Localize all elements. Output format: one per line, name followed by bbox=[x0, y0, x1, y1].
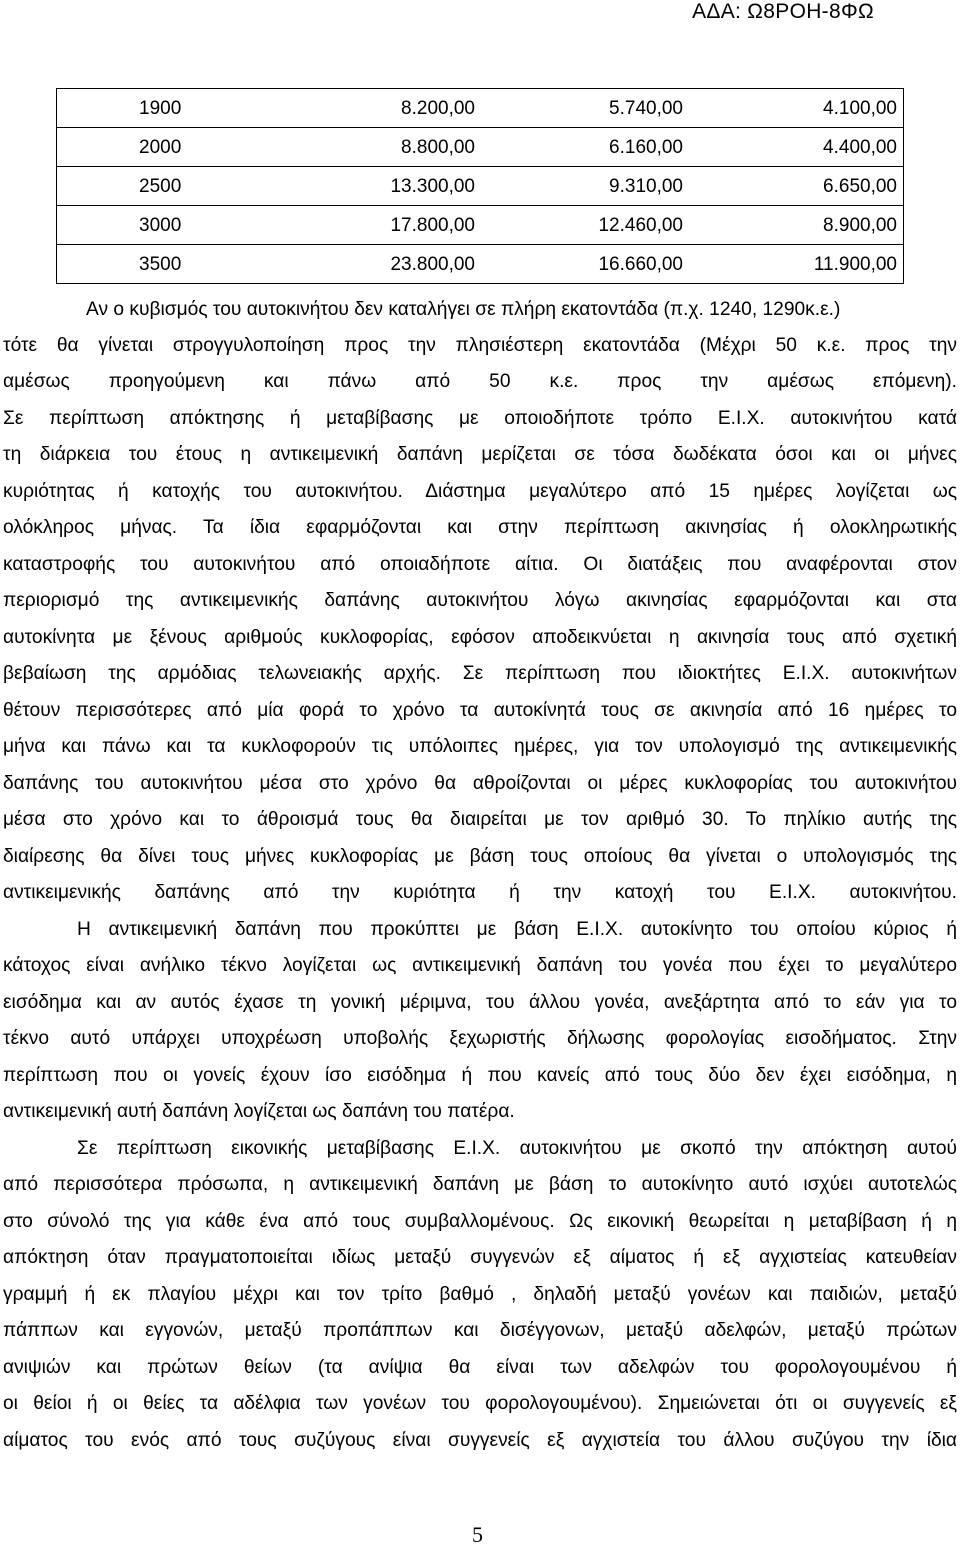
table-cell bbox=[57, 245, 904, 284]
text-line: Αν ο κυβισμός του αυτοκινήτου δεν καταλήγει σε πλήρη εκατοντάδα (π.χ. 1240, 1290κ.ε.) bbox=[86, 299, 841, 320]
text-line: Η αντικειμενική δαπάνη που προκύπτει με βάση Ε.Ι.Χ. αυτοκίνητο του οποίου κύριος ή bbox=[77, 919, 957, 940]
cost-table bbox=[56, 88, 904, 284]
table-cell-value: 16.660,00 bbox=[598, 254, 683, 275]
text-line: Σε περίπτωση απόκτησης ή μεταβίβασης με οποιοδήποτε τρόπο Ε.Ι.Χ. αυτοκινήτου κατά bbox=[3, 408, 957, 429]
text-line: περιορισμό της αντικειμενικής δαπάνης αυτοκινήτου λόγω ακινησίας εφαρμόζονται και στα bbox=[3, 590, 957, 611]
table-cell-value: 5.740,00 bbox=[609, 98, 683, 119]
table-cell bbox=[57, 167, 904, 206]
text-line: δαπάνης του αυτοκινήτου μέσα στο χρόνο θα αθροίζονται οι μέρες κυκλοφορίας του αυτοκινήτου bbox=[3, 773, 957, 794]
text-line: στο σύνολό της για κάθε ένα από τους συμβαλλομένους. Ως εικονική θεωρείται η μεταβίβαση ή η bbox=[3, 1211, 957, 1232]
text-line: αίματος του ενός από τους συζύγους είναι συγγενείς εξ αγχιστεία του άλλου συζύγου την ίδια bbox=[3, 1430, 957, 1451]
table-cell-value: 9.310,00 bbox=[609, 176, 683, 197]
text-line: αντικειμενικής δαπάνης από την κυριότητα ή την κατοχή του Ε.Ι.Χ. αυτοκινήτου. bbox=[3, 882, 957, 903]
text-line: πάππων και εγγονών, μεταξύ προπάππων και δισέγγονων, μεταξύ αδελφών, μεταξύ πρώτων bbox=[3, 1320, 957, 1341]
text-line: μήνα και πάνω και τα κυκλοφορούν τις υπόλοιπες ημέρες, για τον υπολογισμό της αντικειμενικής bbox=[3, 736, 957, 757]
table-cell bbox=[57, 89, 904, 128]
table-cell bbox=[57, 206, 904, 245]
table-cell-value: 8.900,00 bbox=[823, 215, 897, 236]
table-cell-value: 6.160,00 bbox=[609, 137, 683, 158]
text-line: αμέσως προηγούμενη και πάνω από 50 κ.ε. προς την αμέσως επόμενη). bbox=[3, 371, 957, 392]
text-line: Σε περίπτωση εικονικής μεταβίβασης Ε.Ι.Χ. αυτοκινήτου με σκοπό την απόκτηση αυτού bbox=[77, 1138, 957, 1159]
table-row bbox=[57, 245, 904, 284]
text-line: τη διάρκεια του έτους η αντικειμενική δαπάνη μερίζεται σε τόσα δωδέκατα όσοι και οι μήνες bbox=[3, 444, 957, 465]
table-row bbox=[57, 89, 904, 128]
text-line: οι θείοι ή οι θείες τα αδέλφια των γονέων του φορολογουμένου). Σημειώνεται ότι οι συγγενείς εξ bbox=[3, 1393, 957, 1414]
document-id: ΑΔΑ: Ω8ΡΟΗ-8ΦΩ bbox=[692, 0, 874, 23]
text-line: τότε θα γίνεται στρογγυλοποίηση προς την πλησιέστερη εκατοντάδα (Μέχρι 50 κ.ε. προς την bbox=[3, 335, 957, 356]
text-line: γραμμή ή εκ πλαγίου μέχρι και τον τρίτο βαθμό , δηλαδή μεταξύ γονέων και παιδιών, μεταξύ bbox=[3, 1284, 957, 1305]
table-cell bbox=[57, 128, 904, 167]
table-row bbox=[57, 128, 904, 167]
text-line: ολόκληρος μήνας. Τα ίδια εφαρμόζονται και στην περίπτωση ακινησίας ή ολοκληρωτικής bbox=[3, 517, 957, 538]
table-cell-cc: 3000 bbox=[139, 215, 182, 236]
table-cell-value: 6.650,00 bbox=[823, 176, 897, 197]
table-cell-cc: 2500 bbox=[139, 176, 182, 197]
text-line: θέτουν περισσότερες από μία φορά το χρόνο τα αυτοκίνητά τους σε ακινησία από 16 ημέρες το bbox=[3, 700, 957, 721]
text-line: εισόδημα και αν αυτός έχασε τη γονική μέριμνα, του άλλου γονέα, ανεξάρτητα από το εάν για το bbox=[3, 992, 957, 1013]
table-cell-value: 11.900,00 bbox=[813, 254, 897, 275]
table-cell-value: 4.100,00 bbox=[823, 98, 897, 119]
page-number: 5 bbox=[472, 1522, 483, 1547]
text-line: κυριότητας ή κατοχής του αυτοκινήτου. Διάστημα μεγαλύτερο από 15 ημέρες λογίζεται ως bbox=[3, 481, 957, 502]
table-row bbox=[57, 206, 904, 245]
text-line: περίπτωση που οι γονείς έχουν ίσο εισόδημα ή που κανείς από τους δύο δεν έχει εισόδημα, η bbox=[3, 1065, 957, 1086]
table-cell-cc: 2000 bbox=[139, 137, 182, 158]
table-cell-cc: 1900 bbox=[139, 98, 182, 119]
text-line: ανιψιών και πρώτων θείων (τα ανίψια θα είναι των αδελφών του φορολογουμένου ή bbox=[3, 1357, 957, 1378]
text-line: καταστροφής του αυτοκινήτου από οποιαδήποτε αίτια. Οι διατάξεις που αναφέρονται στον bbox=[3, 554, 957, 575]
text-line: τέκνο αυτό υπάρχει υποχρέωση υποβολής ξεχωριστής δήλωσης φορολογίας εισοδήματος. Στην bbox=[3, 1028, 957, 1049]
text-line: διαίρεσης θα δίνει τους μήνες κυκλοφορίας με βάση τους οποίους θα γίνεται ο υπολογισμός της bbox=[3, 846, 957, 867]
text-line: αντικειμενική αυτή δαπάνη λογίζεται ως δαπάνη του πατέρα. bbox=[3, 1101, 515, 1122]
text-line: από περισσότερα πρόσωπα, η αντικειμενική δαπάνη με βάση το αυτοκίνητο αυτό ισχύει αυτοτελώς bbox=[3, 1174, 957, 1195]
text-line: βεβαίωση της αρμόδιας τελωνειακής αρχής. Σε περίπτωση που ιδιοκτήτες Ε.Ι.Χ. αυτοκινήτων bbox=[3, 663, 957, 684]
text-line: απόκτηση όταν πραγματοποιείται ιδίως μεταξύ συγγενών εξ αίματος ή εξ αγχιστείας κατευθείαν bbox=[3, 1247, 957, 1268]
table-cell-value: 8.200,00 bbox=[401, 98, 475, 119]
text-line: αυτοκίνητα με ξένους αριθμούς κυκλοφορίας, εφόσον αποδεικνύεται η ακινησία τους από σχετική bbox=[3, 627, 957, 648]
table-cell-value: 13.300,00 bbox=[390, 176, 475, 197]
table-row bbox=[57, 167, 904, 206]
table-cell-value: 4.400,00 bbox=[823, 137, 897, 158]
table-cell-value: 23.800,00 bbox=[390, 254, 475, 275]
text-line: κάτοχος είναι ανήλικο τέκνο λογίζεται ως αντικειμενική δαπάνη του γονέα που έχει το μεγαλύτερο bbox=[3, 955, 957, 976]
table-cell-value: 8.800,00 bbox=[401, 137, 475, 158]
text-line: μέσα στο χρόνο και το άθροισμά τους θα διαιρείται με τον αριθμό 30. Το πηλίκιο αυτής της bbox=[3, 809, 957, 830]
table-cell-cc: 3500 bbox=[139, 254, 182, 275]
table-cell-value: 12.460,00 bbox=[598, 215, 683, 236]
table-cell-value: 17.800,00 bbox=[390, 215, 475, 236]
